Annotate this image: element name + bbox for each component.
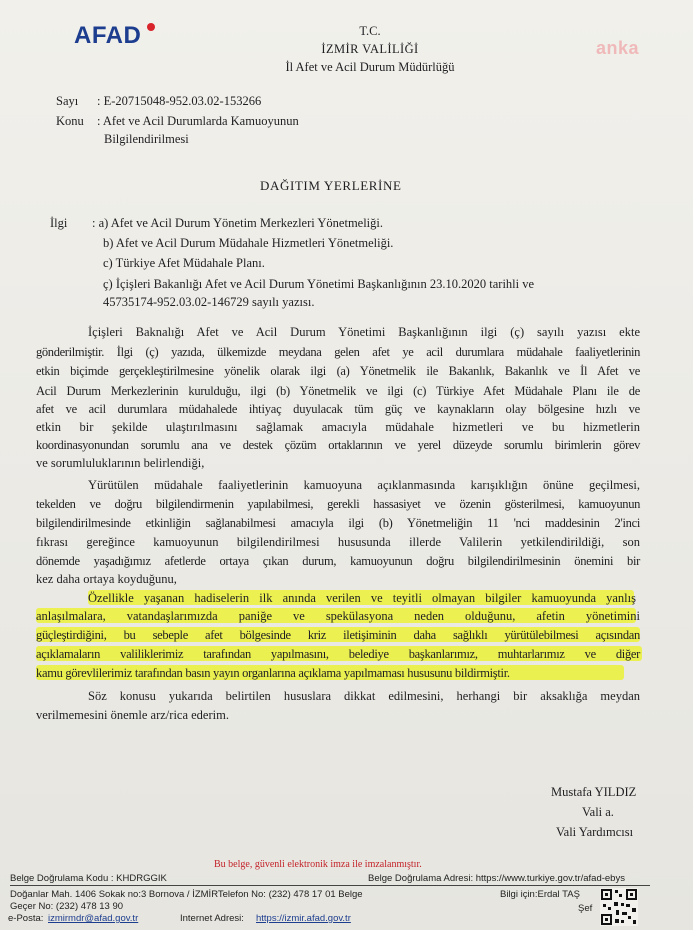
distribution-title: DAĞITIM YERLERİNE — [260, 178, 402, 193]
verification-code: Belge Doğrulama Kodu : KHDRGGIK — [10, 873, 167, 884]
footer-rule — [10, 885, 650, 886]
e-signature-note: Bu belge, güvenli elektronik imza ile imzalanmıştır. — [214, 859, 422, 870]
ilgi-item: ç) İçişleri Bakanlığı Afet ve Acil Durum Yönetimi Başkanlığının 23.10.2020 tarihli ve — [103, 277, 535, 291]
ilgi-item: : a) Afet ve Acil Durum Yönetim Merkezleri Yönetmeliği. — [92, 216, 384, 230]
footer-address: Doğanlar Mah. 1406 Sokak no:3 Bornova / İZMİRTelefon No: (232) 478 17 01 Belge — [10, 889, 363, 900]
footer-fax: Geçer No: (232) 478 13 90 — [10, 901, 124, 912]
footer-info-role: Şef — [578, 903, 593, 914]
body-line: dönemde yaşadığımız afetlerde ortaya çıkan durum, kamuoyunun doğru bilgilendirilmesinin önemini bir — [36, 554, 640, 568]
signatory-name: Mustafa YILDIZ — [551, 785, 637, 799]
body-line: kez daha ortaya koyduğunu, — [36, 572, 177, 586]
anka-watermark: anka — [596, 38, 640, 58]
body-line: etkin biçimde gerçekleştirilmesine yönelik olarak ilgi (a) Yönetmelik ile Bakanlık, Bakanlık ve İl Afet ve — [36, 364, 640, 378]
body-line: Acil Durum Merkezlerinin kurulduğu, ilgi (b) Yönetmelik ve ilgi (c) Türkiye Afet Müdahale Planı ile de — [36, 384, 640, 398]
sayi-label: Sayı — [56, 94, 79, 108]
body-line: güçleştirdiğini, bu sebeple afet bölgesinde kriz iletişiminin daha sağlıklı yürütülebilmesi açısından — [36, 628, 640, 642]
footer-web-link[interactable]: https://izmir.afad.gov.tr — [256, 913, 351, 924]
body-line: gönderilmiştir. İlgi (ç) yazıda, ülkemizde meydana gelen afet ye acil durumlara müdahale faaliyetlerinin — [36, 345, 640, 359]
body-line: fıkrası gereğince kamuoyunun bilgilendirilmesi hususunda illerde Valilerin yetkilendirildiği, son — [36, 535, 640, 549]
body-line: ve sorumluluklarının belirlendiği, — [36, 456, 205, 470]
konu-label: Konu — [56, 114, 84, 128]
konu-value-1: : Afet ve Acil Durumlarda Kamuoyunun — [97, 114, 299, 128]
footer-info: Bilgi için:Erdal TAŞ — [500, 889, 580, 900]
header-office: İZMİR VALİLİĞİ — [321, 42, 419, 56]
body-line: Yürütülen müdahale faaliyetlerinin kamuoyuna açıklanmasında karışıklığın önüne geçilmesi, — [88, 478, 640, 492]
verification-address: Belge Doğrulama Adresi: https://www.turkiye.gov.tr/afad-ebys — [368, 873, 625, 884]
signatory-title: Vali Yardımcısı — [556, 825, 634, 839]
afad-logo: AFAD — [74, 22, 142, 49]
sayi-value: : E-20715048-952.03.02-153266 — [97, 94, 262, 108]
ilgi-item: 45735174-952.03.02-146729 sayılı yazısı. — [103, 295, 315, 309]
body-line: kamu görevlilerimiz tarafından basın yayın organlarına açıklama yapılmaması hususunu bildirmiştir. — [36, 666, 510, 680]
footer-web-label: Internet Adresi: — [180, 913, 244, 924]
ilgi-item: c) Türkiye Afet Müdahale Planı. — [103, 256, 265, 270]
footer-email-label: e-Posta: — [8, 913, 44, 924]
qr-code-icon — [600, 888, 638, 926]
body-line: tekelden ve doğru bilgilendirmenin yapılabilmesi, gerekli hassasiyet ve özenin gösterilmesi, kamuoyunun — [36, 497, 640, 511]
header-department: İl Afet ve Acil Durum Müdürlüğü — [285, 60, 455, 74]
body-line: verilmemesini önemle arz/rica ederim. — [36, 708, 229, 722]
body-line: açıklamaların valiliklerimiz tarafından yapılmasını, belediye başkanlarımız, muhtarlarımız ve diğer — [36, 647, 640, 661]
body-line: İçişleri Baknalığı Afet ve Acil Durum Yönetimi Başkanlığının ilgi (ç) sayılı yazısı ekte — [88, 325, 640, 339]
ilgi-item: b) Afet ve Acil Durum Müdahale Hizmetleri Yönetmeliği. — [103, 236, 394, 250]
ilgi-label: İlgi — [50, 216, 68, 230]
body-line: Özellikle yaşanan hadiselerin ilk anında verilen ve teyitli olmayan bilgiler kamuoyunda yanlış — [88, 591, 636, 605]
body-line: bilgilendirilmesinde etkinliğin sağlanabilmesi amacıyla ilgi (b) Yönetmeliğin 11 'nci maddesinin 2'inci — [36, 516, 640, 530]
afad-logo-dot — [147, 23, 155, 31]
body-line: koordinasyonundan sorumlu ana ve destek çözüm ortaklarının ve yerel düzeyde sorumlu birimlerin görev — [36, 438, 640, 452]
body-line: Söz konusu yukarıda belirtilen hususlara dikkat edilmesini, herhangi bir aksaklığa meydan — [88, 689, 640, 703]
header-tc: T.C. — [359, 24, 381, 38]
body-line: afet ve acil durumlara müdahalede ihtiyaç duyulacak tüm güç ve kaynakların olay bölgesine hızlı ve — [36, 402, 640, 416]
konu-value-2: Bilgilendirilmesi — [104, 132, 189, 146]
footer-email-link[interactable]: izmirmdr@afad.gov.tr — [48, 913, 139, 924]
body-line: anlaşılmalara, vatandaşlarımızda paniğe ve spekülasyona neden olduğunu, afetin yönetimini — [36, 609, 640, 623]
signatory-role: Vali a. — [582, 805, 614, 819]
body-line: etkin bir şekilde ulaştırılmasını sağlamak amacıyla müdahale hizmetleri ve bu hizmetlerin — [36, 420, 640, 434]
